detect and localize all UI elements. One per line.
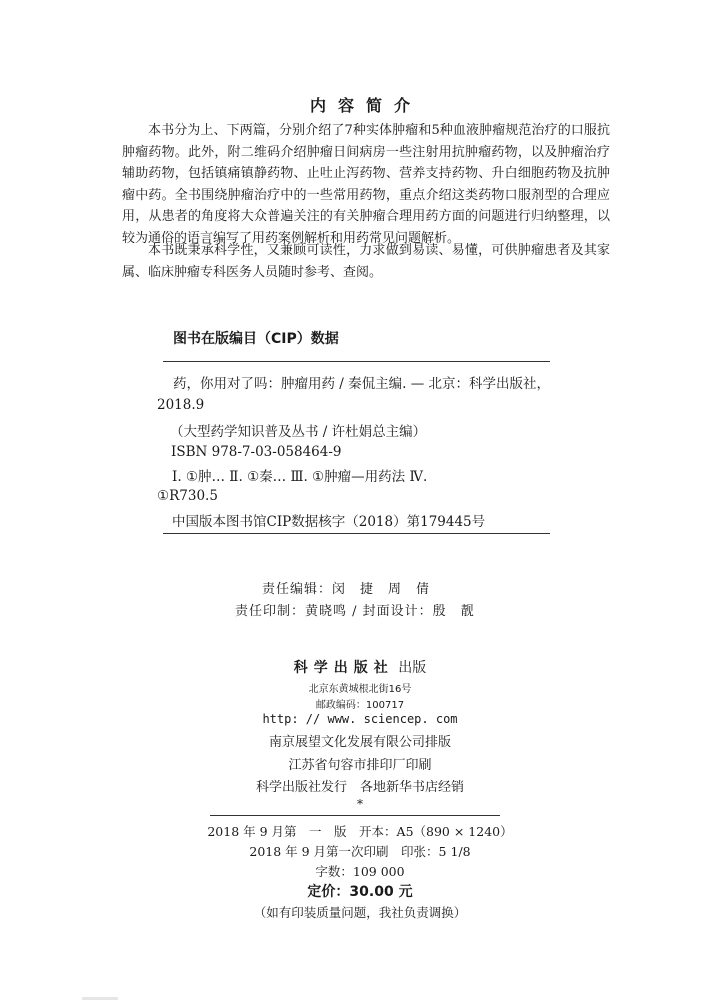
cip-line-classification: ①R730.5	[157, 488, 218, 504]
cip-heading: 图书在版编目（CIP）数据	[173, 331, 339, 347]
summary-paragraph-1: 本书分为上、下两篇，分别介绍了7种实体肿瘤和5种血液肿瘤规范治疗的口服抗肿瘤药物。此外，附二维码介绍肿瘤日间病房一些注射用抗肿瘤药物，以及肿瘤治疗辅助药物，包括镇痛镇静药物、止吐止泻药物、营养支持药物、升白细胞药物及抗肿瘤中药。全书围绕肿瘤治疗中的一些常用药物，重点介绍这类药物口服剂型的合理应用，从患者的角度将大众普遍关注的有关肿瘤合理用药方面的问题进行归纳整理，以较为通俗的语言编写了用药案例解析和用药常见问题解析。	[122, 123, 610, 246]
publisher-postcode: 邮政编码：100717	[315, 700, 405, 711]
cip-bottom-rule	[163, 533, 550, 534]
distribution: 科学出版社发行 各地新华书店经销	[255, 780, 464, 795]
price: 定价：30.00 元	[307, 884, 413, 900]
publisher-brand: 科学出版社	[293, 660, 394, 676]
cip-line-subjects: Ⅰ. ①肿… Ⅱ. ①秦… Ⅲ. ①肿瘤—用药法 Ⅳ.	[172, 469, 428, 485]
quality-notice: （如有印装质量问题，我社负责调换）	[253, 905, 467, 920]
word-count: 字数：109 000	[315, 864, 405, 879]
publisher-suffix: 出版	[393, 660, 427, 676]
publisher-url: http: // www. sciencep. com	[262, 712, 458, 726]
cip-line-date: 2018.9	[157, 397, 205, 413]
summary-paragraph-2: 本书既秉承科学性，又兼顾可读性，力求做到易读、易懂，可供肿瘤患者及其家属、临床肿瘤专科医务人员随时参考、查阅。	[122, 243, 610, 280]
typesetter: 南京展望文化发展有限公司排版	[268, 735, 451, 750]
cip-line-series: （大型药学知识普及丛书 / 许杜娟总主编）	[170, 424, 427, 440]
cip-line-isbn: ISBN 978-7-03-058464-9	[171, 444, 342, 460]
summary-title: 内容简介	[309, 96, 422, 115]
cip-top-rule	[163, 361, 550, 362]
responsible-editors: 责任编辑：闵 捷 周 倩	[262, 582, 431, 597]
edition-line-1: 2018 年 9 月第 一 版 开本：A5（890 × 1240）	[207, 824, 513, 839]
edition-rule	[210, 815, 500, 816]
edition-line-2: 2018 年 9 月第一次印刷 印张：5 1/8	[249, 844, 471, 859]
cip-line-record-number: 中国版本图书馆CIP数据核字（2018）第179445号	[172, 514, 486, 530]
print-and-cover-design: 责任印制：黄晓鸣 / 封面设计：殷 靓	[235, 604, 475, 619]
publisher-address: 北京东黄城根北街16号	[308, 684, 412, 695]
publisher-line	[0, 657, 720, 677]
separator-star: *	[357, 797, 363, 811]
cip-line-title: 药，你用对了吗：肿瘤用药 / 秦侃主编. — 北京：科学出版社，	[173, 376, 551, 392]
printer: 江苏省句容市排印厂印刷	[288, 758, 432, 773]
